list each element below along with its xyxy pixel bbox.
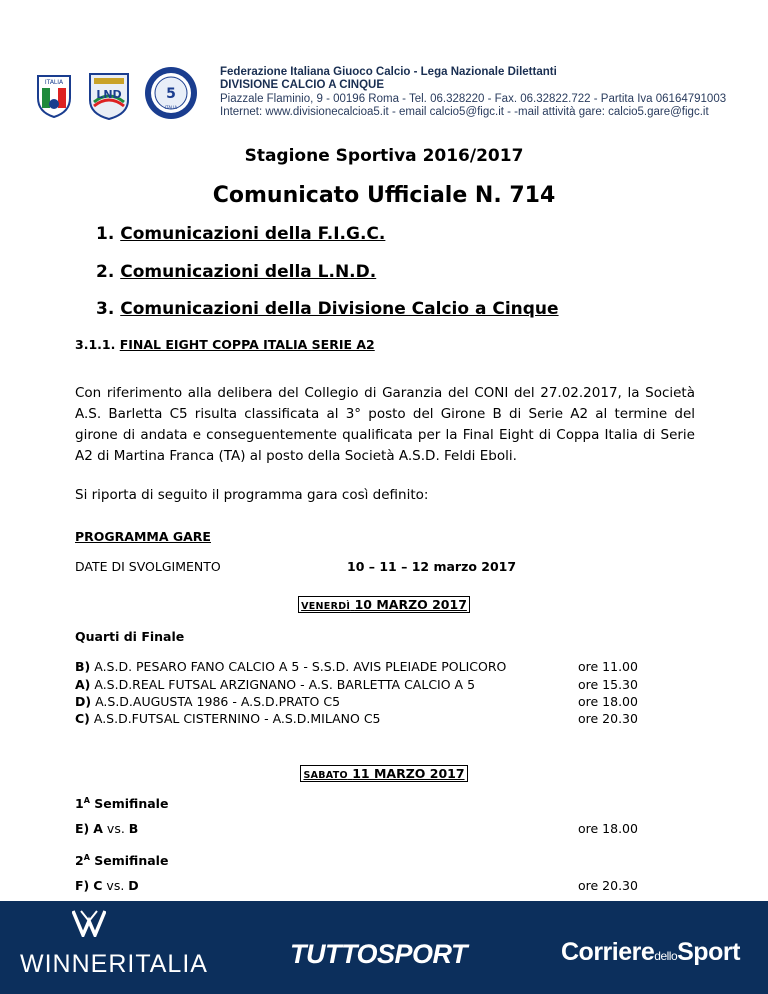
semifinal-2-ordinal: 2	[75, 853, 84, 869]
section-3-label: Comunicazioni della Divisione Calcio a Cinque	[120, 299, 559, 319]
header-division: DIVISIONE CALCIO A CINQUE	[220, 79, 384, 92]
programma-heading: PROGRAMMA GARE	[75, 529, 211, 544]
semifinal-1-label: Semifinale	[94, 796, 169, 812]
quarter-time: ore 11.00	[578, 659, 638, 674]
quarter-time: ore 15.30	[578, 677, 638, 692]
header-text	[220, 66, 726, 120]
semifinal-2-away: D	[128, 878, 139, 893]
semifinal-2-home: C	[93, 878, 103, 893]
tuttosport-logo: TUTTOSPORT	[290, 939, 468, 969]
section-2-number: 2.	[96, 262, 115, 282]
corriere-part1: Corriere	[561, 938, 655, 966]
semifinal-1-home: A	[93, 821, 103, 836]
quarter-row	[75, 694, 340, 709]
body-paragraph-2: Si riporta di seguito il programma gara così definito:	[75, 487, 429, 503]
winneritalia-part1: WINNER	[20, 950, 128, 978]
quarter-letter: C)	[75, 711, 90, 726]
day2-heading	[300, 765, 467, 782]
header-address: Piazzale Flaminio, 9 - 00196 Roma - Tel. 06.328220 - Fax. 06.32822.722 - Partita Iva 06164791003	[220, 92, 727, 105]
semifinal-2-label: Semifinale	[94, 853, 169, 869]
quarter-letter: B)	[75, 659, 91, 674]
winneritalia-logo	[20, 950, 208, 979]
quarter-letter: D)	[75, 694, 92, 709]
corriere-dello-sport-logo	[561, 938, 740, 967]
semifinal-2-sup: A	[83, 853, 90, 862]
semifinal-1-away: B	[128, 821, 139, 836]
section-2-label: Comunicazioni della L.N.D.	[120, 262, 377, 282]
lnd-logo	[84, 68, 134, 120]
day1-date: 10 MARZO 2017	[354, 597, 467, 612]
quarter-time: ore 20.30	[578, 711, 638, 726]
lnd-logo-text: LND	[96, 88, 122, 101]
quarter-row	[75, 677, 475, 692]
document-title: Comunicato Ufficiale N. 714	[212, 183, 556, 208]
quarter-teams: A.S.D. PESARO FANO CALCIO A 5 - S.S.D. AVIS PLEIADE POLICORO	[94, 659, 507, 674]
section-1-label: Comunicazioni della F.I.G.C.	[120, 224, 386, 244]
figc-italia-logo	[36, 68, 72, 118]
quarti-heading: Quarti di Finale	[75, 629, 185, 644]
quarter-teams: A.S.D.REAL FUTSAL ARZIGNANO - A.S. BARLETTA CALCIO A 5	[94, 677, 476, 692]
winneritalia-part2: ITALIA	[127, 950, 208, 978]
quarter-row	[75, 711, 381, 726]
quarter-time: ore 18.00	[578, 694, 638, 709]
header-federation: Federazione Italiana Giuoco Calcio - Lega Nazionale Dilettanti	[220, 66, 557, 78]
dates-label: DATE DI SVOLGIMENTO	[75, 559, 221, 574]
day1-heading-wrap	[0, 594, 768, 615]
quarter-teams: A.S.D.FUTSAL CISTERNINO - A.S.D.MILANO C5	[93, 711, 381, 726]
semifinal-2-vs: vs.	[106, 878, 125, 893]
semifinal-1-code: E)	[75, 821, 90, 836]
section-1	[96, 224, 385, 244]
section-1-number: 1.	[96, 224, 115, 244]
day1-heading	[298, 596, 470, 613]
semifinal-2-code: F)	[75, 878, 90, 893]
quarter-letter: A)	[75, 677, 91, 692]
figc-italia-text: ITALIA	[44, 79, 64, 86]
semifinal-2-heading	[75, 853, 168, 868]
quarter-teams: A.S.D.AUGUSTA 1986 - A.S.D.PRATO C5	[95, 694, 341, 709]
body-paragraph-1: Con riferimento alla delibera del Collegio di Garanzia del CONI del 27.02.2017, la Società A.S. Barletta C5 risulta classificata al 3° posto del Girone B di Serie A2 al termine del girone di andata e conseguentemente qualificata per la Final Eight di Coppa Italia di Serie A2 di Martina Franca (TA) al posto della Società A.S.D. Feldi Eboli.	[75, 385, 695, 464]
subsection-number: 3.1.1.	[75, 337, 116, 352]
header-contacts: Internet: www.divisionecalcioa5.it - email calcio5@figc.it - -mail attività gare: calcio5.gare@figc.it	[220, 106, 709, 119]
calcio-a-5-logo	[143, 65, 199, 121]
winneritalia-mark-icon	[72, 909, 106, 941]
day2-heading-wrap	[0, 763, 768, 784]
quarter-row	[75, 659, 506, 674]
semifinal-1-match	[75, 821, 138, 836]
day2-weekday: SABATO	[303, 770, 348, 781]
section-2	[96, 262, 376, 282]
corriere-part3: Sport	[677, 938, 740, 966]
subsection-label: FINAL EIGHT COPPA ITALIA SERIE A2	[119, 337, 375, 352]
svg-text:5: 5	[166, 86, 176, 102]
day1-weekday: VENERDÌ	[301, 601, 351, 612]
semifinal-1-sup: A	[83, 796, 90, 805]
day2-date: 11 MARZO 2017	[352, 766, 465, 781]
corriere-part2: dello	[654, 949, 678, 963]
subsection-heading	[75, 337, 375, 352]
semifinal-1-vs: vs.	[106, 821, 125, 836]
semifinal-1-time: ore 18.00	[578, 821, 638, 836]
semifinal-1-heading	[75, 796, 168, 811]
season-title: Stagione Sportiva 2016/2017	[244, 146, 524, 166]
section-3	[96, 299, 559, 319]
dates-value: 10 – 11 – 12 marzo 2017	[347, 559, 517, 574]
calcio-a-5-logo-text: ITALIA	[164, 105, 178, 110]
semifinal-2-time: ore 20.30	[578, 878, 638, 893]
section-3-number: 3.	[96, 299, 115, 319]
semifinal-1-ordinal: 1	[75, 796, 84, 812]
semifinal-2-match	[75, 878, 139, 893]
